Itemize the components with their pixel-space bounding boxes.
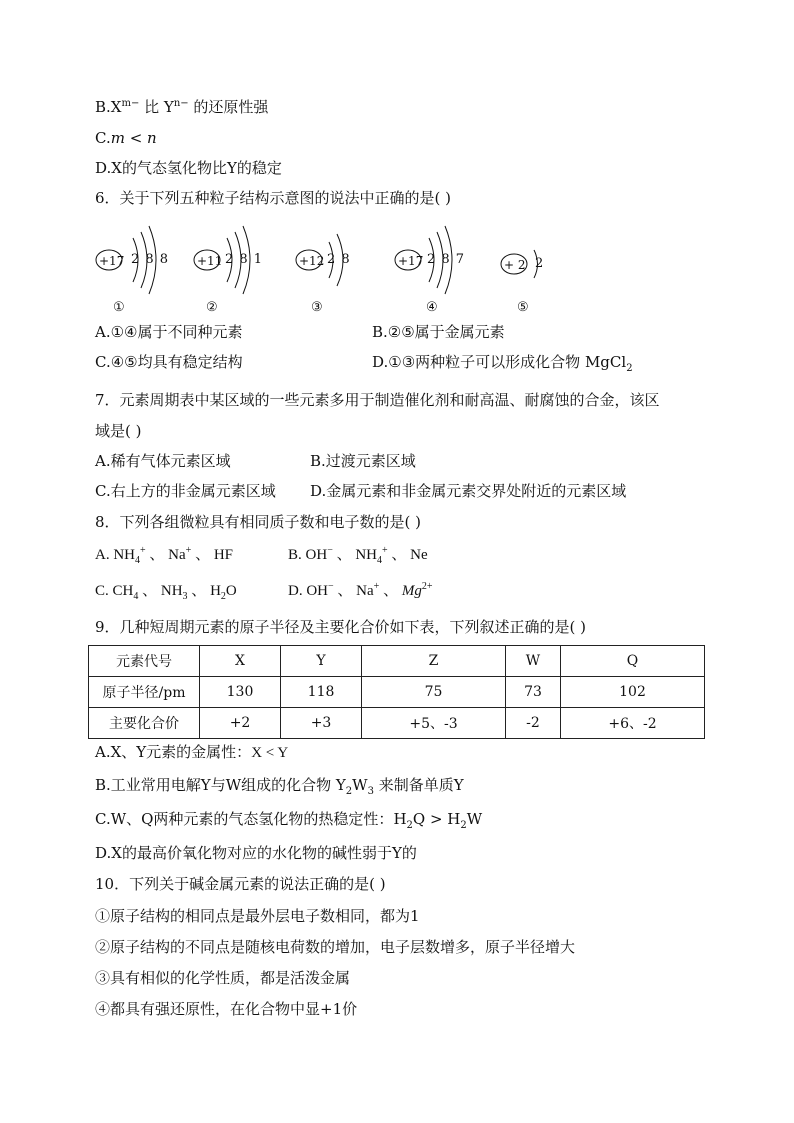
atom-4-label: ④ [426,300,438,315]
table-cell: +3 [281,708,362,739]
table-cell: -2 [506,708,561,739]
q10-statement-2: ②原子结构的不同点是随核电荷数的增加，电子层数增多，原子半径增大 [95,938,576,956]
table-cell: +5、-3 [362,708,506,739]
q8-option-c: C. $CH_4$ 、 $NH_3$ 、 $H_2O$ [95,583,237,602]
element-properties-table [88,645,705,739]
q6-option-c: C.④⑤均具有稳定结构 [95,353,243,371]
q9-option-c: C.W、Q两种元素的气态氢化物的热稳定性：$H_2Q > H_2W$ [95,810,483,831]
atom-3-nucleus: +12 [299,254,325,268]
table-cell: 主要化合价 [89,708,200,739]
q6-option-b: B.②⑤属于金属元素 [372,323,505,341]
table-cell: 102 [561,677,705,708]
table-cell: 73 [506,677,561,708]
q5-option-b: $B.X^{m-}$ 比 $Y^{n-}$ 的还原性强 [95,98,269,116]
q8-option-a: A. $NH_4^+$ 、 Na+ 、 HF [95,545,234,566]
table-header-cell: Q [561,646,705,677]
q9-stem: 9．几种短周期元素的原子半径及主要化合价如下表，下列叙述正确的是( ) [95,618,587,636]
q7-stem-line2: 域是( ) [95,422,142,440]
atom-1-nucleus: +17 [99,254,125,268]
q8-stem: 8．下列各组微粒具有相同质子数和电子数的是( ) [95,513,422,531]
atom-5-label: ⑤ [517,300,529,315]
q6-option-a: A.①④属于不同种元素 [95,323,243,341]
q6-stem: 6．关于下列五种粒子结构示意图的说法中正确的是( ) [95,189,452,207]
table-cell: 75 [362,677,506,708]
atom-4-shells: 2 8 7 [427,252,465,267]
atom-3-shells: 2 8 [327,252,350,267]
q8-option-b: B. OH− 、 $NH_4^+$ 、 Ne [288,545,428,566]
q9-option-d: D.X的最高价氧化物对应的水化物的碱性弱于Y的 [95,844,417,862]
q5-option-c: C.m < n [95,129,157,147]
table-cell: +6、-2 [561,708,705,739]
atom-5-nucleus: + 2 [504,258,526,272]
atom-2-label: ② [206,300,218,315]
q10-statement-4: ④都具有强还原性，在化合物中显+1价 [95,1000,358,1018]
table-row [89,708,705,739]
q9-option-a: A.X、Y元素的金属性：X < Y [95,743,289,761]
atom-5-shells: 2 [535,256,544,271]
q5-option-d: D.X的气态氢化物比Y的稳定 [95,159,282,177]
q6-option-d: D.①③两种粒子可以形成化合物 MgCl$_2$ [372,353,633,374]
table-header-cell: 元素代号 [89,646,200,677]
table-header-cell: W [506,646,561,677]
table-cell: +2 [200,708,281,739]
table-header-cell: X [200,646,281,677]
q9-option-b: B.工业常用电解Y与W组成的化合物 $Y_2W_3$ 来制备单质Y [95,776,464,797]
q7-option-d: D.金属元素和非金属元素交界处附近的元素区域 [310,482,627,500]
atom-2-shells: 2 8 1 [225,252,263,267]
table-cell: 原子半径/pm [89,677,200,708]
q7-option-c: C.右上方的非金属元素区域 [95,482,276,500]
q7-stem-line1: 7．元素周期表中某区域的一些元素多用于制造催化剂和耐高温、耐腐蚀的合金，该区 [95,391,660,409]
table-header-cell: Z [362,646,506,677]
atom-3-label: ③ [311,300,323,315]
atom-2-nucleus: +11 [197,254,223,268]
table-cell: 118 [281,677,362,708]
atom-4-nucleus: +17 [398,254,424,268]
table-row [89,677,705,708]
table-cell: 130 [200,677,281,708]
atom-1-shells: 2 8 8 [131,252,169,267]
atom-1-label: ① [113,300,125,315]
table-header-cell: Y [281,646,362,677]
q10-stem: 10．下列关于碱金属元素的说法正确的是( ) [95,875,386,893]
q8-option-d: D. OH− 、 Na+ 、 $Mg^{2+}$ [288,581,433,599]
table-header-row [89,646,705,677]
q7-option-a: A.稀有气体元素区域 [95,452,231,470]
q10-statement-1: ①原子结构的相同点是最外层电子数相同，都为1 [95,907,420,925]
q7-option-b: B.过渡元素区域 [310,452,416,470]
atom-structure-diagrams [95,222,565,317]
q10-statement-3: ③具有相似的化学性质，都是活泼金属 [95,969,351,987]
